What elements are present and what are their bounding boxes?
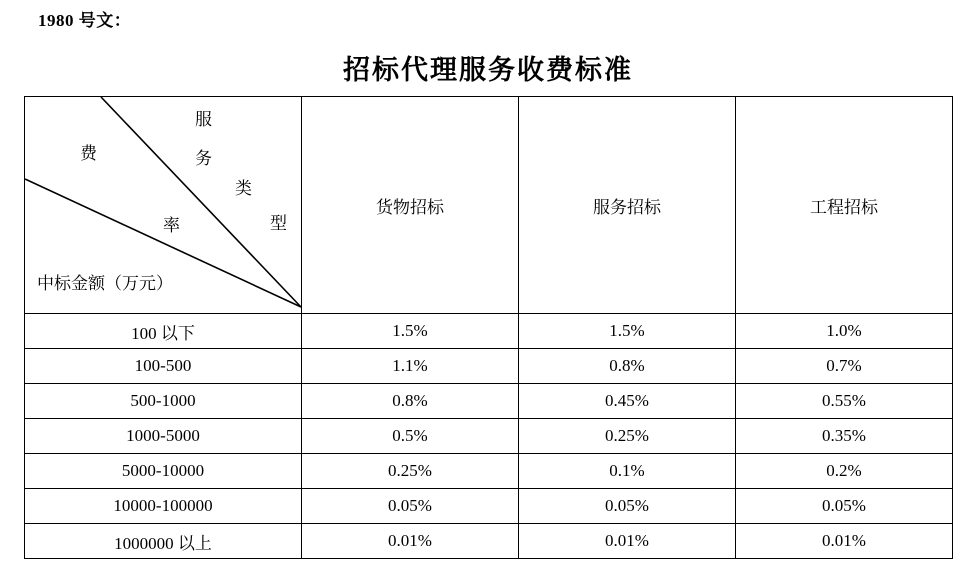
cell-goods: 0.25%: [302, 454, 519, 489]
document-reference: 1980 号文：: [38, 11, 132, 30]
table-row: [25, 489, 953, 524]
corner-label-type-char-0: 服: [195, 110, 212, 129]
cell-goods: 1.1%: [302, 349, 519, 384]
cell-engineering: 0.7%: [736, 349, 953, 384]
cell-engineering: 0.35%: [736, 419, 953, 454]
cell-service: 0.45%: [519, 384, 736, 419]
row-label: 1000-5000: [25, 419, 302, 454]
cell-service: 0.1%: [519, 454, 736, 489]
page-title: 招标代理服务收费标准: [343, 55, 633, 85]
corner-label-type-char-3: 型: [270, 214, 287, 233]
row-label: 100-500: [25, 349, 302, 384]
corner-label-type-char-2: 类: [235, 179, 252, 198]
cell-goods: 0.8%: [302, 384, 519, 419]
column-header-service: 服务招标: [519, 97, 736, 314]
table-row: [25, 384, 953, 419]
corner-label-rate: 率: [163, 216, 180, 235]
cell-engineering: 0.01%: [736, 524, 953, 559]
row-label: 500-1000: [25, 384, 302, 419]
cell-engineering: 0.05%: [736, 489, 953, 524]
corner-label-fee: 费: [80, 144, 97, 163]
cell-goods: 0.01%: [302, 524, 519, 559]
cell-goods: 1.5%: [302, 314, 519, 349]
cell-service: 1.5%: [519, 314, 736, 349]
corner-label-type-char-1: 务: [195, 149, 212, 168]
cell-engineering: 0.55%: [736, 384, 953, 419]
cell-goods: 0.5%: [302, 419, 519, 454]
fee-standard-table: [24, 96, 953, 559]
diagonal-header-cell: [25, 97, 302, 314]
table-row: [25, 524, 953, 559]
cell-service: 0.01%: [519, 524, 736, 559]
row-label: 1000000 以上: [25, 524, 302, 559]
row-label: 5000-10000: [25, 454, 302, 489]
cell-goods: 0.05%: [302, 489, 519, 524]
column-header-goods: 货物招标: [302, 97, 519, 314]
table-row: [25, 314, 953, 349]
table-row: [25, 349, 953, 384]
cell-engineering: 0.2%: [736, 454, 953, 489]
row-label: 100 以下: [25, 314, 302, 349]
cell-service: 0.25%: [519, 419, 736, 454]
table-header-row: [25, 97, 953, 314]
corner-label-amount: 中标金额（万元）: [37, 274, 173, 293]
cell-service: 0.8%: [519, 349, 736, 384]
cell-engineering: 1.0%: [736, 314, 953, 349]
cell-service: 0.05%: [519, 489, 736, 524]
table-row: [25, 419, 953, 454]
row-label: 10000-100000: [25, 489, 302, 524]
column-header-engineering: 工程招标: [736, 97, 953, 314]
table-row: [25, 454, 953, 489]
